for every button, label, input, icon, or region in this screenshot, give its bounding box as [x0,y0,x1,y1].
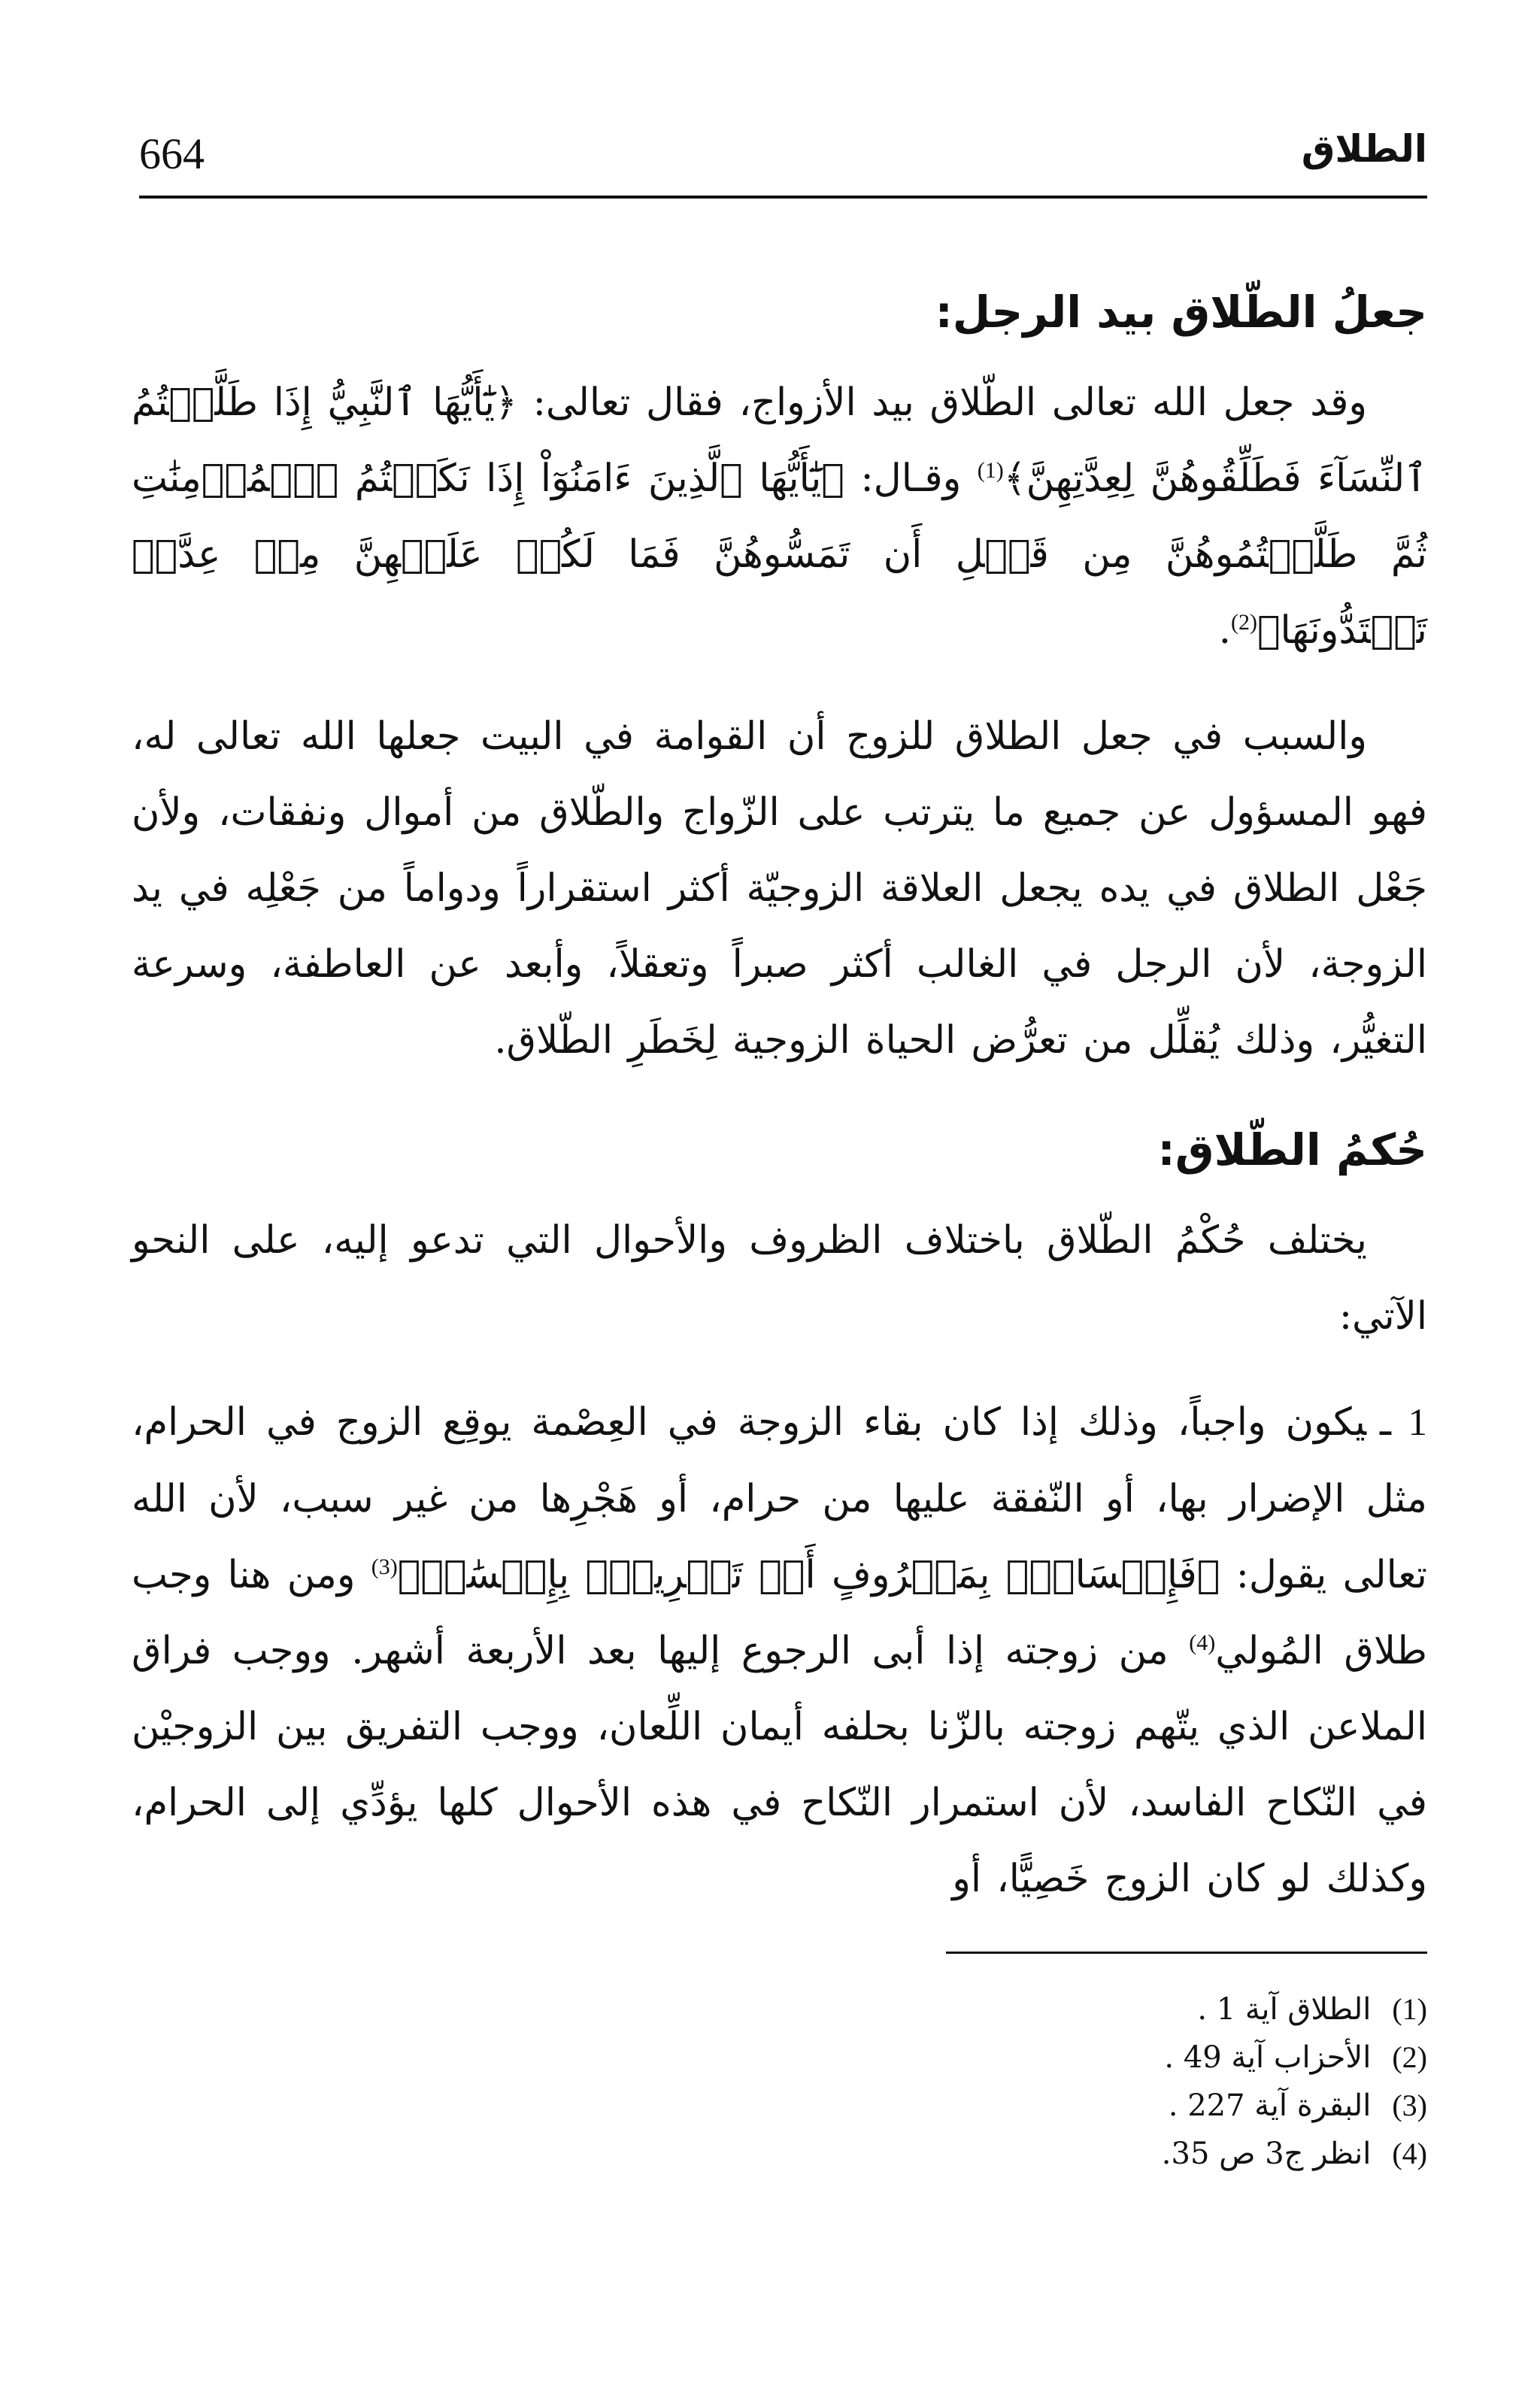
main-text [132,282,1427,1917]
paragraph-text: وقـال: [844,456,978,501]
running-title: الطلاق [1301,127,1427,171]
footnote [1162,2130,1427,2178]
paragraph-reason: والسبب في جعل الطلاق للزوج أن القوامة في البيت جعلها الله تعالى له، فهو المسؤول عن جميع ما يترتب على الزّواج والطّلاق من أموال ونفقات، ولأن جَعْل الطلاق في يده يجعل العلاقة الزوجيّة أكثر استقراراً ودواماً من جَعْلِه في يد الزوجة، لأن الرجل في الغالب أكثر صبراً وتعقلاً، وأبعد عن العاطفة، وسرعة التغيُّر، وذلك يُقلِّل من تعرُّض الحياة الزوجية لِخَطَرِ الطّلاق. [132,714,1427,1063]
footnote [1162,2034,1427,2082]
section-heading-ruling: حُكمُ الطّلاق: [1157,1124,1427,1175]
footnote-marker: (3) [371,1554,398,1579]
page-number: 664 [139,129,205,178]
paragraph-quran-evidence [132,365,1427,669]
paragraph-text: . [1218,608,1231,653]
footnote-separator [946,1952,1427,1954]
footnote-text: انظر ج3 ص 35. [1161,2137,1372,2171]
item-text: يكون واجباً، وذلك إذا كان بقاء الزوجة في العِصْمة يوقِع الزوج في الحرام، مثل الإضرار بها، أو النّفقة عليها من حرام، أو هَجْرِها من غير سبب، لأن الله تعالى يقول: [132,1400,1427,1597]
footnote [1162,1985,1427,2034]
quran-verse: ﴿فَإِمۡسَاكُۢ بِمَعۡرُوفٍ أَوۡ تَسۡرِيحُۢ بِإِحۡسَٰنٖ﴾ [397,1553,1220,1597]
footnote-number: (4) [1392,2137,1427,2170]
quran-verse: ﴿يَٰٓأَيُّهَا ٱلنَّبِيُّ إِذَا طَلَّقۡتُمُ ٱلنِّسَآءَ فَطَلِّقُوهُنَّ لِعِدَّتِهِنَّ﴾ [132,381,1427,501]
footnote-text: الطلاق آية 1 . [1197,1992,1372,2027]
item-number: 1 ـ [1379,1402,1427,1444]
paragraph-text: وقد جعل الله تعالى الطّلاق بيد الأزواج، فقال تعالى: [517,381,1367,425]
running-header [139,124,1427,199]
footnote-text: البقرة آية 227 . [1168,2088,1372,2123]
quran-verse: ﴿يَٰٓأَيُّهَا ٱلَّذِينَ ءَامَنُوٓاْ إِذَا نَكَحۡتُمُ ٱلۡمُؤۡمِنَٰتِ ثُمَّ طَلَّقۡتُمُوهُنَّ مِن قَبۡلِ أَن تَمَسُّوهُنَّ فَمَا لَكُمۡ عَلَيۡهِنَّ مِنۡ عِدَّةٖ تَعۡتَدُّونَهَا﴾ [132,456,1427,653]
footnote-marker: (4) [1189,1630,1216,1655]
footnote-number: (1) [1392,1992,1427,2026]
paragraph-intro: يختلف حُكْمُ الطّلاق باختلاف الظروف والأحوال التي تدعو إليه، على النحو الآتي: [132,1218,1427,1339]
footnote-marker: (2) [1230,610,1257,635]
list-item-obligatory [132,1384,1427,1917]
item-text: من زوجته إذا أبى الرجوع إليها بعد الأربعة أشهر. ووجب فراق الملاعن الذي يتّهم زوجته بالزّنا بحلفه أيمان اللِّعان، ووجب التفريق بين الزوجيْن في النّكاح الفاسد، لأن استمرار النّكاح في هذه الأحوال كلها يؤدِّي إلى الحرام، وكذلك لو كان الزوج خَصِيًّا، أو [132,1629,1427,1901]
footnotes [1162,1985,1427,2178]
footnote-marker: (1) [977,458,1004,483]
footnote [1162,2082,1427,2130]
footnote-number: (2) [1392,2040,1427,2074]
item-text: ومن هنا وجب طلاق المُولي [132,1553,1427,1673]
section-heading-husband-divorce: جعلُ الطّلاق بيد الرجل: [935,287,1427,338]
footnote-text: الأحزاب آية 49 . [1164,2040,1372,2075]
footnote-number: (3) [1392,2088,1427,2122]
